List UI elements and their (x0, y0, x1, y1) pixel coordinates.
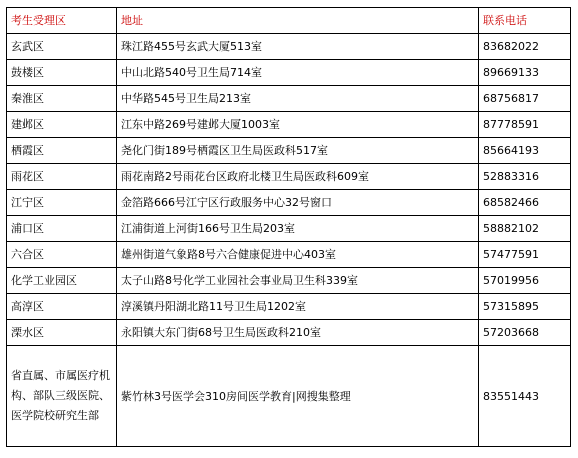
table-header-row (7, 8, 571, 34)
cell-address: 中山北路540号卫生局714室 (117, 60, 479, 86)
cell-address: 雄州街道气象路8号六合健康促进中心403室 (117, 242, 479, 268)
header-phone: 联系电话 (479, 8, 571, 34)
cell-district: 六合区 (7, 242, 117, 268)
cell-phone: 52883316 (479, 164, 571, 190)
cell-district: 省直属、市属医疗机构、部队三级医院、医学院校研究生部 (7, 346, 117, 447)
cell-phone: 57477591 (479, 242, 571, 268)
table-row (7, 268, 571, 294)
cell-district: 浦口区 (7, 216, 117, 242)
table-row (7, 320, 571, 346)
cell-phone: 85664193 (479, 138, 571, 164)
cell-phone: 57019956 (479, 268, 571, 294)
table-row (7, 294, 571, 320)
cell-phone: 89669133 (479, 60, 571, 86)
cell-district: 化学工业园区 (7, 268, 117, 294)
cell-address: 太子山路8号化学工业园社会事业局卫生科339室 (117, 268, 479, 294)
cell-phone: 68582466 (479, 190, 571, 216)
table-container (6, 7, 570, 447)
cell-address: 金箔路666号江宁区行政服务中心32号窗口 (117, 190, 479, 216)
cell-address: 珠江路455号玄武大厦513室 (117, 34, 479, 60)
header-district: 考生受理区 (7, 8, 117, 34)
table-row (7, 138, 571, 164)
cell-district: 栖霞区 (7, 138, 117, 164)
cell-address: 尧化门街189号栖霞区卫生局医政科517室 (117, 138, 479, 164)
cell-address: 紫竹林3号医学会310房间医学教育|网搜集整理 (117, 346, 479, 447)
table-row (7, 346, 571, 447)
cell-district: 建邺区 (7, 112, 117, 138)
cell-district: 秦淮区 (7, 86, 117, 112)
cell-district: 溧水区 (7, 320, 117, 346)
header-address: 地址 (117, 8, 479, 34)
table-row (7, 86, 571, 112)
cell-district: 江宁区 (7, 190, 117, 216)
table-row (7, 34, 571, 60)
cell-phone: 58882102 (479, 216, 571, 242)
registration-office-table (6, 7, 571, 447)
cell-phone: 83551443 (479, 346, 571, 447)
cell-phone: 87778591 (479, 112, 571, 138)
table-row (7, 242, 571, 268)
cell-district: 高淳区 (7, 294, 117, 320)
cell-address: 江浦街道上河街166号卫生局203室 (117, 216, 479, 242)
cell-phone: 57203668 (479, 320, 571, 346)
cell-phone: 68756817 (479, 86, 571, 112)
table-row (7, 190, 571, 216)
table-row (7, 216, 571, 242)
table-row (7, 164, 571, 190)
cell-phone: 57315895 (479, 294, 571, 320)
table-row (7, 112, 571, 138)
cell-address: 江东中路269号建邺大厦1003室 (117, 112, 479, 138)
cell-address: 永阳镇大东门街68号卫生局医政科210室 (117, 320, 479, 346)
cell-district: 鼓楼区 (7, 60, 117, 86)
cell-address: 中华路545号卫生局213室 (117, 86, 479, 112)
cell-address: 雨花南路2号雨花台区政府北楼卫生局医政科609室 (117, 164, 479, 190)
cell-district: 玄武区 (7, 34, 117, 60)
cell-phone: 83682022 (479, 34, 571, 60)
cell-district: 雨花区 (7, 164, 117, 190)
table-row (7, 60, 571, 86)
cell-address: 淳溪镇丹阳湖北路11号卫生局1202室 (117, 294, 479, 320)
